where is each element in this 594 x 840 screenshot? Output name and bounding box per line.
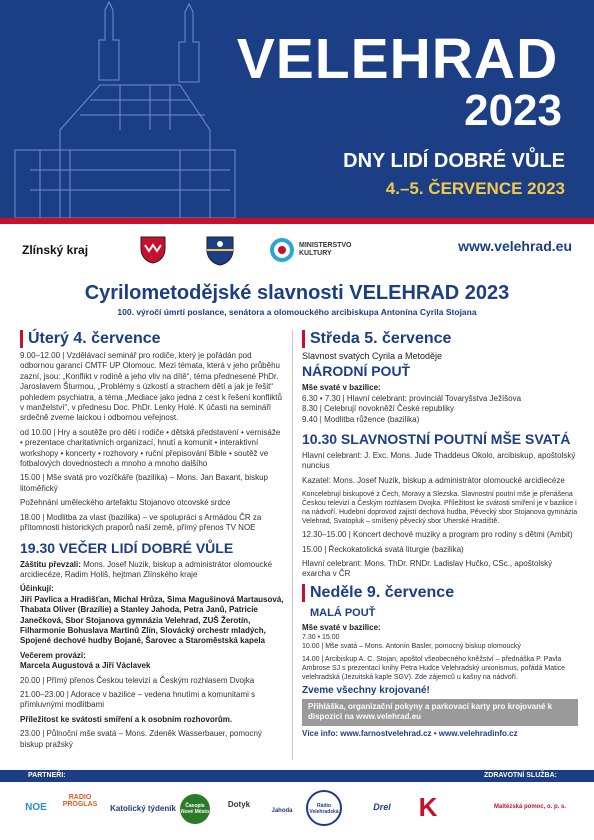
- header-date: 4.–5. ČERVENCE 2023: [385, 179, 565, 198]
- event-mass-wheelchair: 15.00 | Mše svatá pro vozíčkáře (bazilika) – Mons. Jan Baxant, biskup litoměřický: [20, 473, 268, 493]
- evening-heading: 19.30 VEČER LIDÍ DOBRÉ VŮLE: [20, 539, 234, 556]
- preacher: Kazatel: Mons. Josef Nuzik, biskup a administrátor olomoucké arcidiecéze: [302, 475, 565, 485]
- patronage-label: Záštitu převzali:: [20, 559, 81, 569]
- mass-details: Koncelebrují biskupové z Čech, Moravy a Slezska. Slavnostní poutní mše je přenášena Českou televizí a Českým rozhlasem Dvojka. Příležitost ke svátosti smíření je v bazilice i na nádvoří. Hudební doprovod zajistí dechová hudba, Pěvecký sbor Stojanova gymnázia Velehrad, Svatopluk – smíšený pěvecký sbor Uherské Hradiště.: [302, 491, 578, 526]
- registration-box: Přihláška, organizační pokyny a parkovací karty pro krojované k dispozici na www.velehrad.eu: [302, 699, 578, 726]
- zlin-kraj-label: Zlínský kraj: [22, 243, 89, 257]
- zlin-kraj-logo: [22, 240, 88, 260]
- ministry-logo: [270, 236, 359, 264]
- page-subtitle: 100. výročí úmrtí poslance, senátora a olomouckého arcibiskupa Antonína Cyrila Stojana: [117, 307, 477, 317]
- mass-morning: 6.30 • 7.30 | Hlavní celebrant: provinciál Tovaryšstva Ježíšova: [302, 393, 522, 403]
- partner-logos: [20, 786, 580, 832]
- event-broadcast: 20.00 | Přímý přenos Českou televizí a Českým rozhlasem Dvojka: [20, 675, 255, 685]
- performers-label: Účinkují:: [20, 584, 54, 594]
- masses-label-sunday: Mše svaté v bazilice:: [302, 622, 381, 632]
- header-banner: [0, 0, 594, 218]
- patronage-text: Mons. Josef Nuzik, biskup a administrátor olomoucké arcidiecéze, Radim Holiš, hejtman Zlínského kraje: [20, 559, 273, 579]
- partner-magazine-logo: Časopis Nové Město: [180, 794, 210, 824]
- partner-katolicky-tydenik-logo: Katolický týdeník: [110, 804, 176, 813]
- day-heading-tuesday: Úterý 4. července: [20, 330, 285, 348]
- partner-dotyk-logo: Dotyk: [227, 800, 251, 809]
- mass-830: 8.30 | Celebrují novokněží České republiky: [302, 404, 454, 414]
- more-info-links[interactable]: Více info: www.farnostvelehrad.cz • www.velehradinfo.cz: [302, 728, 518, 738]
- small-pilgrimage-heading: MALÁ POUŤ: [310, 606, 376, 619]
- medical-label: ZDRAVOTNÍ SLUŽBA:: [484, 772, 557, 779]
- masses-label: Mše svaté v bazilice:: [302, 383, 381, 393]
- header-year: 2023: [464, 86, 562, 135]
- header-title: VELEHRAD: [236, 27, 559, 91]
- partners-bar: [0, 770, 594, 782]
- performers-list: Jiří Pavlica a Hradišťan, Michal Hrůza, Sima Magušinová Martausová, Thabata Oliver (Brazílie) a Stanley Jahoda, Petra Janů, Patricie Janečková, Sbor Stojanova gymnázia Velehrad, ZUŠ Žerotín, Filharmonie Bohuslava Martinů Zlín, Slovácký orchestr mladých, Spojené dechové hudby Bojané, Šarovec a Staroměstská kapela: [20, 594, 284, 646]
- event-blessing: Požehnání uměleckého artefaktu Stojanovo otcovské srdce: [20, 498, 231, 508]
- maltese-aid-logo: Maltézská pomoc, o. p. s.: [493, 804, 567, 810]
- page-title: Cyrilometodějské slavnosti VELEHRAD 2023: [84, 282, 510, 304]
- liturgy-celebrant: Hlavní celebrant: Mons. ThDr. RNDr. Ladislav Hučko, CSc., apoštolský exarcha v ČR: [302, 559, 553, 579]
- right-column: [302, 330, 578, 739]
- mass-basler: 10.00 | Mše svatá – Mons. Antonín Basler, pomocný biskup olomoucký: [302, 643, 521, 651]
- event-confession: Příležitost ke svátosti smíření a k osobním rozhovorům.: [20, 714, 233, 724]
- mass-times: 7.30 • 15.00: [302, 634, 340, 642]
- costume-invite: Zveme všechny krojované!: [302, 685, 430, 697]
- website-link[interactable]: www.velehrad.eu: [458, 238, 572, 254]
- partner-noe-logo: NOE: [25, 802, 47, 813]
- partner-jahoda-logo: Jahoda: [271, 808, 293, 814]
- event-adoration: 21.00–23.00 | Adorace v bazilice – vedena hnutími a komunitami s přímluvnými modlitbami: [20, 689, 256, 710]
- basilica-illustration: [0, 0, 250, 218]
- event-games: od 10.00 | Hry a soutěže pro děti i rodiče • dětská představení • vernisáže • prezentace charitativních organizací, hnutí a komunit • interaktivní workshopy • koncerty • rozhovory • ruční přepisování Bible • soutěž ve fotbalových dovednostech a mnoho a mnoho dalšího: [20, 427, 281, 469]
- ministry-icon: [270, 238, 294, 262]
- column-divider: [292, 330, 293, 760]
- partners-label: PARTNEŘI:: [28, 772, 66, 779]
- day-heading-sunday: Neděle 9. července: [302, 584, 578, 602]
- partner-k-logo: K: [418, 792, 438, 822]
- left-column: [20, 330, 285, 754]
- coat-of-arms-icon-1: [140, 236, 166, 264]
- event-liturgy: 15.00 | Řeckokatolická svatá liturgie (bazilika): [302, 544, 464, 554]
- event-seminar: 9.00–12.00 | Vzdělávací seminář pro rodiče, který je pořádán pod odbornou garancí CMTF UP Olomouc. Mezi témata, která v jeho průběhu zazní, jsou: „Konflikt v rodině a jeho vliv na dítě“, téma přednesené PhDr. Jaroslavem Šturmou, „Problémy s úzkostí a strachem dětí a jak je řešit“ pohledem psychiatra, a téma „Mediace jako jedna z cest k řešení konfliktů v manželství“, v přednesu Doc. PhDr. Lenky Holé. K účasti na semináři srdečně zveme laickou i odbornou veřejnost.: [20, 351, 282, 423]
- header-subtitle: DNY LIDÍ DOBRÉ VŮLE: [343, 150, 565, 172]
- main-celebrant: Hlavní celebrant: J. Exc. Mons. Jude Thaddeus Okolo, arcibiskup, apoštolský nuncius: [302, 451, 576, 471]
- header-stripe: [0, 218, 594, 224]
- solemn-mass-heading: 10.30 SLAVNOSTNÍ POUTNÍ MŠE SVATÁ: [302, 431, 571, 448]
- event-midnight-mass: 23.00 | Půlnoční mše svatá – Mons. Zdeněk Wasserbauer, pomocný biskup pražský: [20, 729, 262, 749]
- host-label: Večerem provází:: [20, 650, 86, 660]
- lecture: 14.00 | Arcibiskup A. C. Stojan, apoštol všeobecného kněžství – přednáška P. Pavla Ambrose SJ s prezentací knihy Petra Hudce Velehradský unionismus, pořádá Matice velehradská (Jezuitská kaple SGV). Zde zájemců u kašny na nádvoří.: [302, 656, 566, 682]
- national-pilgrimage-heading: NÁRODNÍ POUŤ: [302, 363, 411, 380]
- rosary: 9.40 | Modlitba růžence (bazilika): [302, 414, 420, 424]
- event-concert: 12.30–15.00 | Koncert dechové muziky a program pro rodiny s dětmi (Ambit): [302, 530, 573, 540]
- partner-drel-logo: Drel: [373, 802, 391, 812]
- feast-subtitle: Slavnost svatých Cyrila a Metoděje: [302, 351, 443, 361]
- ministry-label: MINISTERSTVO KULTURY: [299, 242, 352, 257]
- host-names: Marcela Augustová a Jiří Václavek: [20, 661, 151, 671]
- event-prayer-homeland: 18.00 | Modlitba za vlast (bazilika) – ve spolupráci s Armádou ČR za přítomnosti historických praporů naší země, přímý přenos TV NOE: [20, 512, 262, 533]
- partner-proglas-logo: RADIO PROGLAS: [62, 794, 98, 808]
- coat-of-arms-icon-2: [205, 234, 235, 266]
- partner-radio-logo: Rádio Velehradská: [306, 790, 342, 826]
- day-heading-wednesday: Středa 5. července: [302, 330, 578, 348]
